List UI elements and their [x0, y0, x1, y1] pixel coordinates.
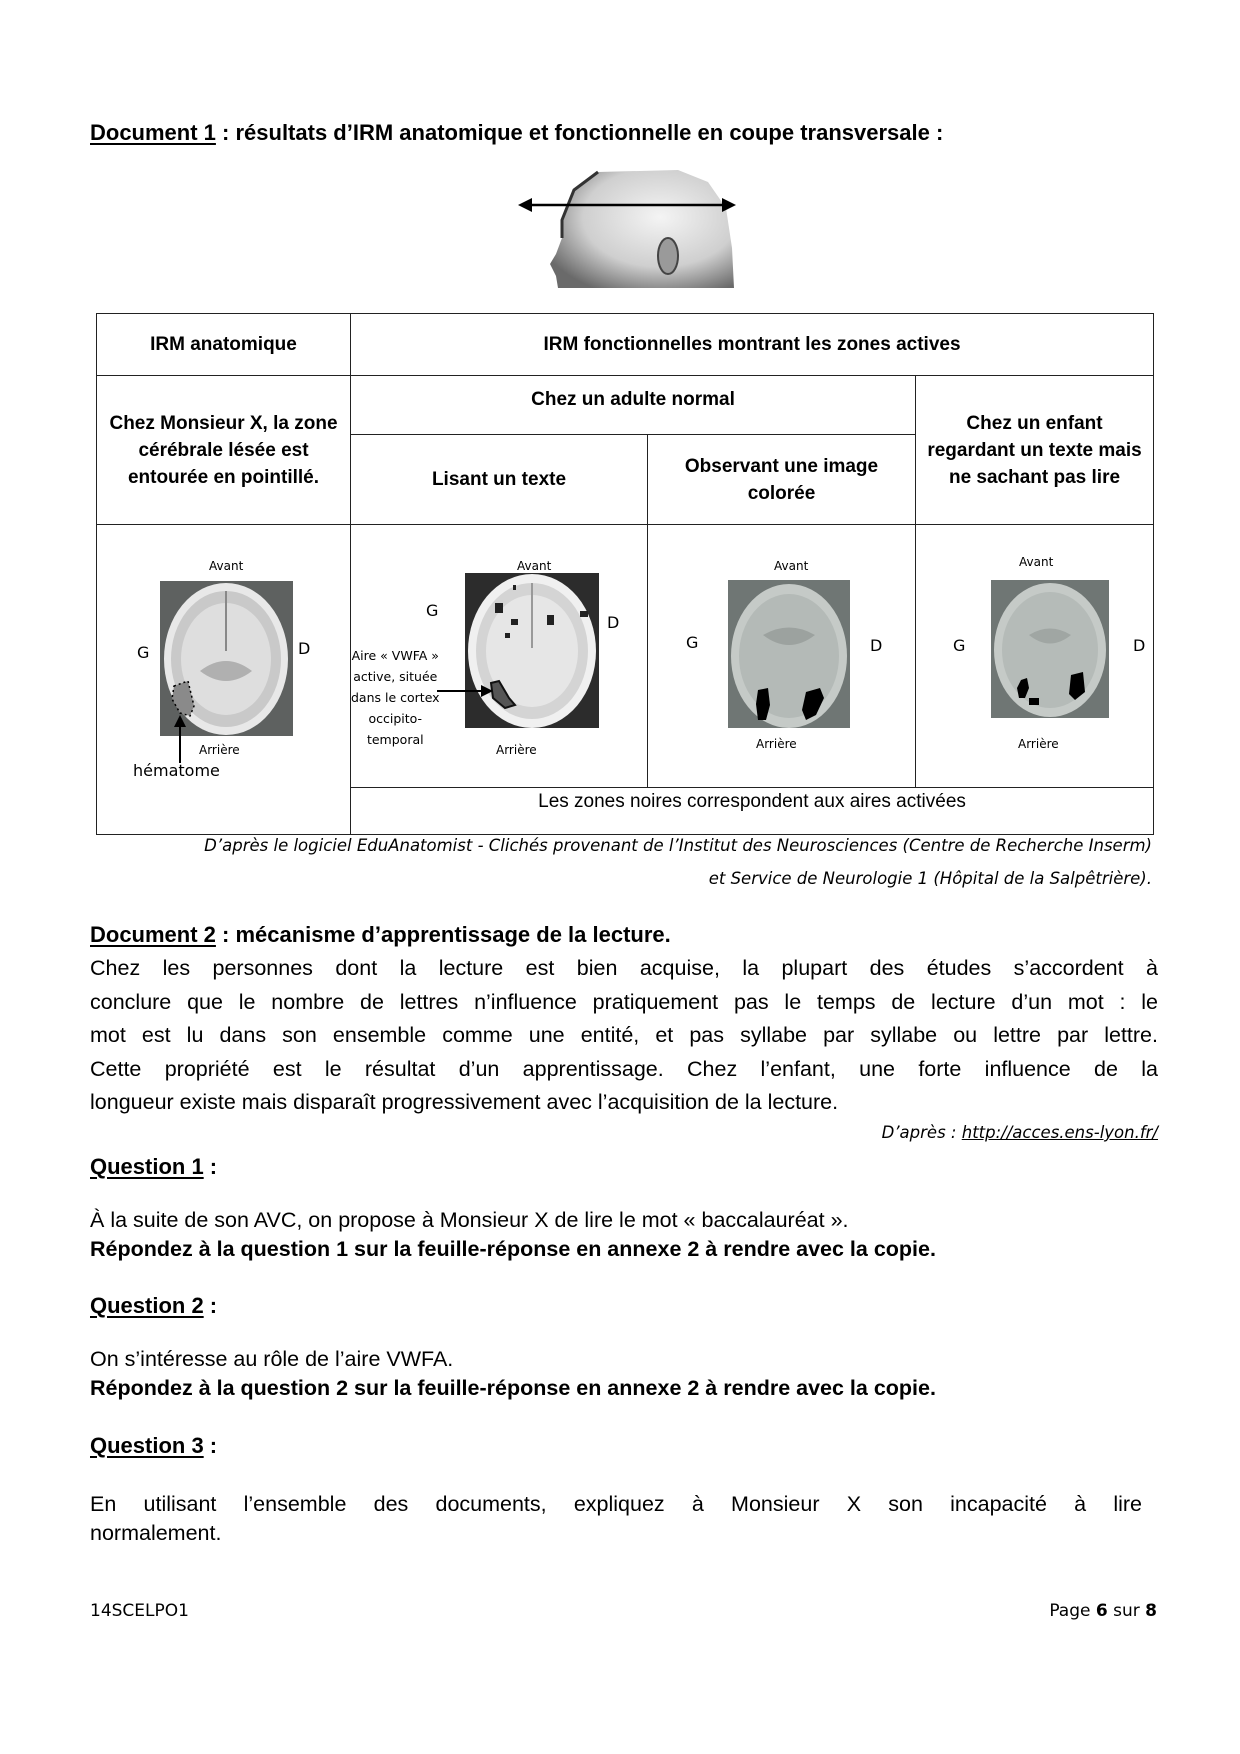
label-arriere: Arrière [1018, 737, 1059, 751]
cell-enfant-image [916, 525, 1154, 788]
question1-heading: Question 1 : [90, 1154, 218, 1179]
brain-mri-enfant-image [991, 580, 1109, 718]
label-gauche: G [953, 636, 966, 655]
question1-text: À la suite de son AVC, on propose à Monsieur X de lire le mot « baccalauréat ». [90, 1208, 849, 1232]
hematome-arrow-icon [174, 715, 186, 763]
label-droite: D [870, 636, 883, 655]
label-avant: Avant [1019, 555, 1054, 569]
adulte-normal-header: Chez un adulte normal [351, 376, 916, 435]
document2-title-text: : mécanisme d’apprentissage de la lecture. [215, 922, 671, 947]
question3-heading: Question 3 : [90, 1433, 218, 1458]
label-gauche: G [137, 643, 150, 662]
document2-label: Document 2 [90, 922, 216, 947]
label-droite: D [607, 613, 620, 632]
source-link[interactable]: http://acces.ens-lyon.fr/ [961, 1123, 1158, 1142]
vwfa-arrow-icon [437, 685, 493, 697]
brain-mri-lisant-image [465, 573, 599, 728]
document1-label: Document 1 [90, 120, 216, 145]
brain-mri-observant-image [728, 580, 850, 728]
lisant-texte-header: Lisant un texte [351, 435, 648, 525]
cell-observant-image [648, 525, 916, 788]
vwfa-label: Aire « VWFA » active, située dans le cortex occipito- temporal [351, 648, 440, 747]
label-arriere: Arrière [496, 743, 537, 757]
question2-body [90, 1345, 936, 1403]
question3-text-line1: En utilisant l’ensemble des documents, expliquez à Monsieur X son incapacité à lire [90, 1492, 1142, 1516]
cell-lisant-texte-image [351, 525, 648, 788]
question2-instruction: Répondez à la question 2 sur la feuille-réponse en annexe 2 à rendre avec la copie. [90, 1376, 936, 1400]
footer-code: 14SCELPO1 [90, 1601, 189, 1621]
label-gauche: G [426, 601, 439, 620]
header-irm-anatomique: IRM anatomique [97, 314, 351, 376]
document1-title [90, 120, 943, 146]
footer-page-number: Page 6 sur 8 [1049, 1601, 1157, 1621]
label-avant: Avant [517, 559, 552, 573]
cell-anatomique-image [97, 525, 351, 835]
label-arriere: Arrière [199, 743, 240, 757]
label-droite: D [298, 639, 311, 658]
document1-title-text: : résultats d’IRM anatomique et fonctionnelle en coupe transversale : [215, 120, 944, 145]
black-zones-note: Les zones noires correspondent aux aires activées [351, 788, 1154, 835]
monsieur-x-description: Chez Monsieur X, la zone cérébrale lésée est entourée en pointillé. [97, 376, 351, 525]
head-profile-image [518, 168, 738, 288]
question3-body [90, 1490, 1142, 1548]
question2-text: On s’intéresse au rôle de l’aire VWFA. [90, 1347, 454, 1371]
irm-table [96, 313, 1154, 835]
label-droite: D [1133, 636, 1146, 655]
document2-source: D’après : http://acces.ens-lyon.fr/ [881, 1123, 1158, 1142]
figure-caption-line2: et Service de Neurologie 1 (Hôpital de la Salpêtrière). [708, 869, 1152, 888]
label-gauche: G [686, 633, 699, 652]
enfant-description: Chez un enfant regardant un texte mais ne sachant pas lire [916, 376, 1154, 525]
question3-text-line2: normalement. [90, 1521, 222, 1545]
label-arriere: Arrière [756, 737, 797, 751]
question1-instruction: Répondez à la question 1 sur la feuille-réponse en annexe 2 à rendre avec la copie. [90, 1237, 936, 1261]
question2-heading: Question 2 : [90, 1293, 218, 1318]
document2-title [90, 922, 671, 948]
head-profile-icon [518, 168, 738, 288]
observant-image-header: Observant une image colorée [648, 435, 916, 525]
label-avant: Avant [209, 559, 244, 573]
brain-mri-anatomique-image [160, 581, 293, 736]
document2-paragraph: Chez les personnes dont la lecture est bien acquise, la plupart des études s’accordent à conclure que le nombre de lettres n’influence pratiquement pas le temps de lecture d’un mot : le mot est lu dans son ensemble comme une entité, et pas syllabe par syllabe ou lettre par lettre. Cette propriété est le résultat d’un apprentissage. Chez l’enfant, une forte influence de la longueur existe mais disparaît progressivement avec l’acquisition de la lecture. [90, 956, 1158, 1115]
hematome-label: hématome [133, 761, 220, 780]
question1-body [90, 1206, 936, 1264]
header-irm-fonctionnelles: IRM fonctionnelles montrant les zones actives [351, 314, 1154, 376]
label-avant: Avant [774, 559, 809, 573]
figure-caption-line1: D’après le logiciel EduAnatomist - Clichés provenant de l’Institut des Neurosciences (Centre de Recherche Inserm) [204, 836, 1152, 855]
